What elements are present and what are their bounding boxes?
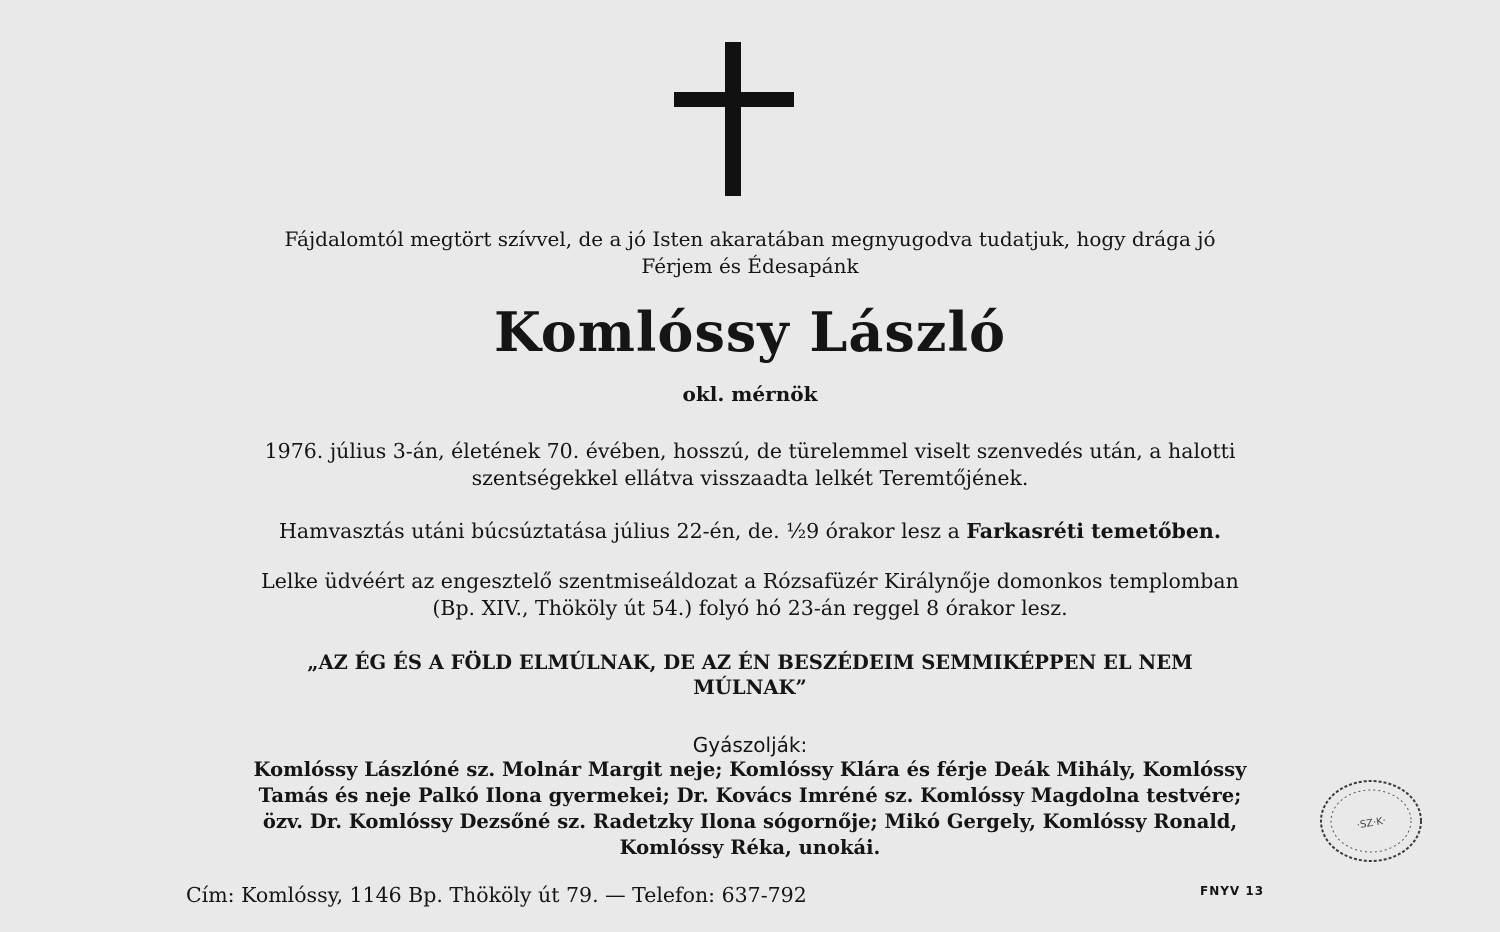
funeral-text: Hamvasztás utáni búcsúztatása július 22-én, de. ½9 órakor lesz a (279, 519, 960, 543)
deceased-title: okl. mérnök (682, 382, 818, 406)
intro-line-2: Férjem és Édesapánk (641, 254, 859, 278)
mass-line-2: (Bp. XIV., Thököly út 54.) folyó hó 23-án reggel 8 órakor lesz. (432, 596, 1068, 620)
death-notice-line-1: 1976. július 3-án, életének 70. évében, hosszú, de türelemmel viselt szenvedés után, a halotti (264, 439, 1236, 463)
quote-line-2: MÚLNAK” (693, 676, 807, 699)
cross-icon (674, 42, 794, 198)
death-notice-line-2: szentségekkel ellátva visszaadta lelkét Teremtőjének. (471, 466, 1029, 490)
death-notice (0, 438, 1500, 492)
bible-quote (0, 650, 1500, 700)
intro-line-1: Fájdalomtól megtört szívvel, de a jó Isten akaratában megnyugodva tudatjuk, hogy drága jó (284, 227, 1216, 251)
contact-info: Cím: Komlóssy, 1146 Bp. Thököly út 79. — Telefon: 637-792 (186, 883, 807, 907)
print-code: FNYV 13 (1200, 884, 1265, 898)
funeral-notice (0, 518, 1500, 545)
mass-line-1: Lelke üdvéért az engesztelő szentmiseáldozat a Rózsafüzér Királynője domonkos templomban (261, 569, 1239, 593)
intro-text (0, 226, 1500, 280)
mourners-heading: Gyászolják: (692, 733, 808, 757)
library-stamp-icon (1316, 776, 1426, 866)
mourners-line-2: Tamás és neje Palkó Ilona gyermekei; Dr. Kovács Imréné sz. Komlóssy Magdolna testvére; (258, 784, 1242, 807)
deceased-name: Komlóssy László (494, 300, 1006, 364)
mourners-line-4: Komlóssy Réka, unokái. (619, 836, 881, 859)
quote-line-1: „AZ ÉG ÉS A FÖLD ELMÚLNAK, DE AZ ÉN BESZÉDEIM SEMMIKÉPPEN EL NEM (307, 651, 1193, 674)
mourners-line-3: özv. Dr. Komlóssy Dezsőné sz. Radetzky Ilona sógornője; Mikó Gergely, Komlóssy Ronald, (262, 810, 1238, 833)
mourners-list (0, 757, 1500, 861)
funeral-place: Farkasréti temetőben. (966, 519, 1221, 543)
mourners-line-1: Komlóssy Lászlóné sz. Molnár Margit neje; Komlóssy Klára és férje Deák Mihály, Komlóssy (253, 758, 1247, 781)
mass-notice (0, 568, 1500, 622)
svg-text:·SZ·K·: ·SZ·K· (1356, 815, 1387, 832)
